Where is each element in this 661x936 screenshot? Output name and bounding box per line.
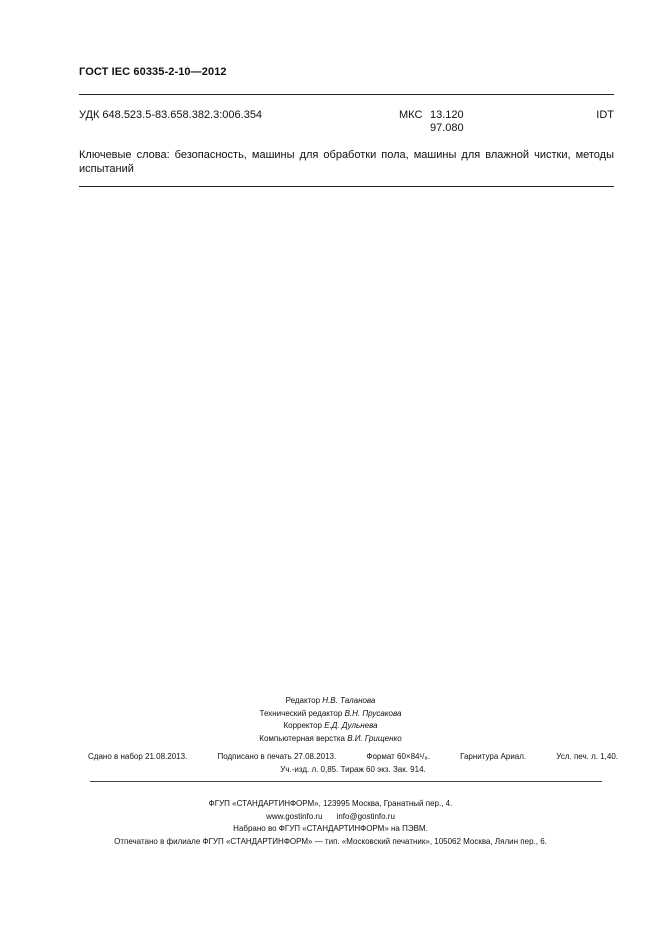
credit-line [0,695,661,708]
sent-date: Сдано в набор 21.08.2013. [88,752,188,761]
mks-label: МКС [399,109,423,121]
credit-name: В.Н. Прусакова [344,708,402,718]
paper-format: Формат 60×84¹/₈. [366,752,430,761]
credit-role: Компьютерная верстка [259,733,345,743]
printing-note: Отпечатано в филиале ФГУП «СТАНДАРТИНФОРМ» — тип. «Московский печатник», 105062 Москва, Лялин пер., 6. [114,836,547,846]
website-link[interactable]: www.gostinfo.ru [266,811,323,821]
credit-line [0,708,661,721]
credit-name: В.И. Грищенко [347,733,402,743]
credit-role: Технический редактор [259,708,343,718]
signed-date: Подписано в печать 27.08.2013. [217,752,337,761]
credit-role: Редактор [285,696,321,705]
header-rule [79,94,614,95]
credit-line [0,733,661,746]
idt-label: IDT [596,109,614,121]
mks-codes [430,109,464,135]
print-info-row: Уч.-изд. л. 0,85. Тираж 60 экз. Зак. 914. [280,764,426,774]
credit-role: Корректор [283,721,322,730]
mks-code: 13.120 [430,109,464,121]
publisher-contacts [0,811,661,824]
credits-block [0,695,661,745]
publisher-block [0,798,661,848]
mks-code: 97.080 [430,122,464,134]
print-sheets: Усл. печ. л. 1,40. [556,752,618,761]
keywords-paragraph: Ключевые слова: безопасность, машины для обработки пола, машины для влажной чистки, методы испытаний [79,149,614,175]
typeface: Гарнитура Ариал. [460,752,527,761]
document-code: ГОСТ IEC 60335-2-10—2012 [79,66,227,78]
keywords-rule [79,186,614,187]
typeset-note: Набрано во ФГУП «СТАНДАРТИНФОРМ» на ПЭВМ. [233,824,428,833]
udk-code: УДК 648.523.5-83.658.382.3:006.354 [79,109,263,121]
print-rule [90,781,602,782]
credit-line [0,720,661,733]
credit-name: Н.В. Таланова [322,696,376,705]
print-info [88,751,618,776]
publisher-address: ФГУП «СТАНДАРТИНФОРМ», 123995 Москва, Гранатный пер., 4. [208,799,453,808]
email-link[interactable]: info@gostinfo.ru [336,811,395,821]
print-info-row [88,751,618,764]
credit-name: Е.Д. Дульнева [324,721,378,730]
